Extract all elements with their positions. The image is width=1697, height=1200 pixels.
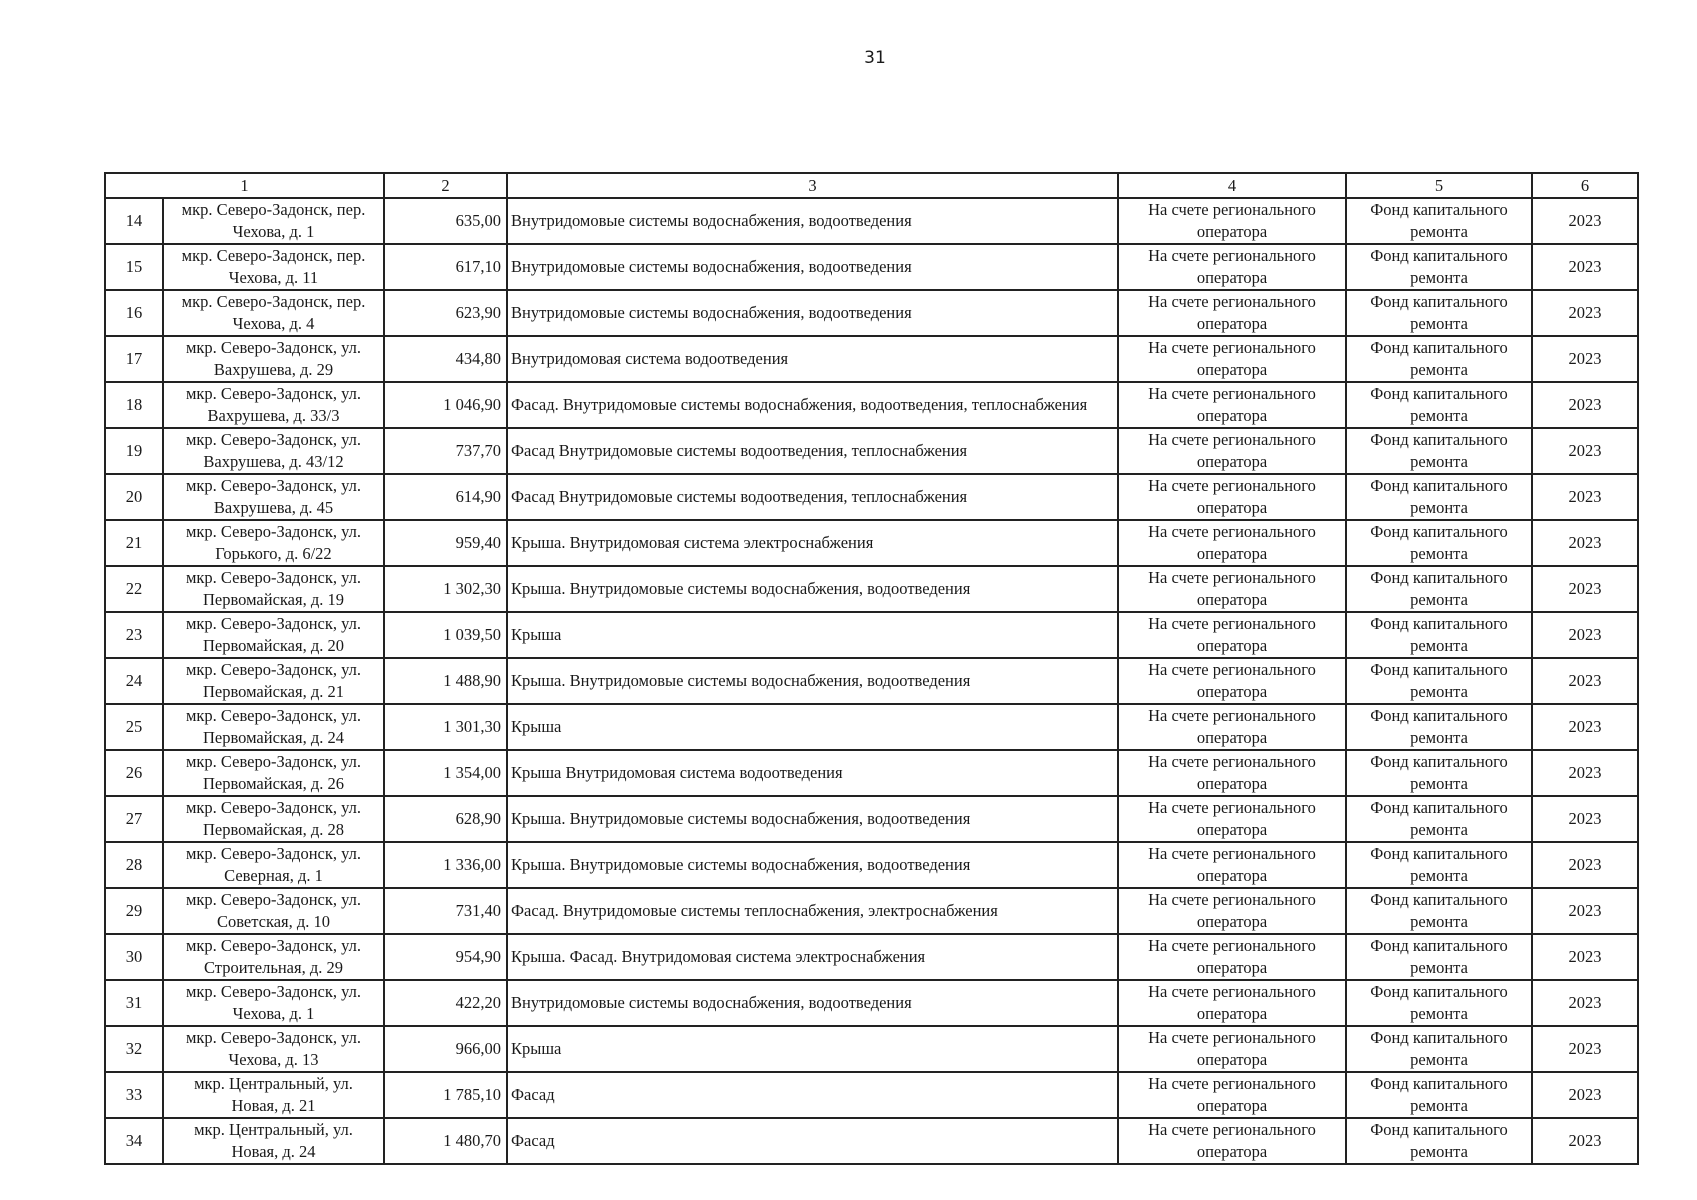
row-number: 30 <box>105 934 163 980</box>
row-number: 17 <box>105 336 163 382</box>
row-number: 28 <box>105 842 163 888</box>
table-row <box>105 1026 1638 1072</box>
header-row <box>105 173 1638 198</box>
table-row <box>105 244 1638 290</box>
header-col-4: 4 <box>1118 173 1346 198</box>
header-col-2: 2 <box>384 173 507 198</box>
table-row <box>105 704 1638 750</box>
area-cell: 614,90 <box>384 474 507 520</box>
works-cell: Крыша <box>507 612 1118 658</box>
method-cell: На счете регионального оператора <box>1118 612 1346 658</box>
year-cell: 2023 <box>1532 474 1638 520</box>
works-cell: Внутридомовые системы водоснабжения, водоотведения <box>507 980 1118 1026</box>
area-cell: 1 046,90 <box>384 382 507 428</box>
area-cell: 966,00 <box>384 1026 507 1072</box>
address-cell: мкр. Центральный, ул. Новая, д. 21 <box>163 1072 384 1118</box>
row-number: 19 <box>105 428 163 474</box>
year-cell: 2023 <box>1532 198 1638 244</box>
source-cell: Фонд капитального ремонта <box>1346 290 1532 336</box>
year-cell: 2023 <box>1532 520 1638 566</box>
header-col-5: 5 <box>1346 173 1532 198</box>
address-cell: мкр. Северо-Задонск, ул. Первомайская, д. 24 <box>163 704 384 750</box>
method-cell: На счете регионального оператора <box>1118 1118 1346 1164</box>
area-cell: 617,10 <box>384 244 507 290</box>
table-row <box>105 980 1638 1026</box>
year-cell: 2023 <box>1532 934 1638 980</box>
page-number: 31 <box>864 48 886 68</box>
works-cell: Внутридомовые системы водоснабжения, водоотведения <box>507 290 1118 336</box>
source-cell: Фонд капитального ремонта <box>1346 428 1532 474</box>
works-cell: Фасад <box>507 1118 1118 1164</box>
table-row <box>105 382 1638 428</box>
area-cell: 959,40 <box>384 520 507 566</box>
address-cell: мкр. Северо-Задонск, пер. Чехова, д. 4 <box>163 290 384 336</box>
row-number: 32 <box>105 1026 163 1072</box>
source-cell: Фонд капитального ремонта <box>1346 888 1532 934</box>
address-cell: мкр. Центральный, ул. Новая, д. 24 <box>163 1118 384 1164</box>
row-number: 23 <box>105 612 163 658</box>
source-cell: Фонд капитального ремонта <box>1346 382 1532 428</box>
area-cell: 628,90 <box>384 796 507 842</box>
source-cell: Фонд капитального ремонта <box>1346 1118 1532 1164</box>
source-cell: Фонд капитального ремонта <box>1346 244 1532 290</box>
area-cell: 1 785,10 <box>384 1072 507 1118</box>
table-row <box>105 658 1638 704</box>
address-cell: мкр. Северо-Задонск, ул. Вахрушева, д. 29 <box>163 336 384 382</box>
year-cell: 2023 <box>1532 980 1638 1026</box>
method-cell: На счете регионального оператора <box>1118 658 1346 704</box>
row-number: 22 <box>105 566 163 612</box>
table-row <box>105 750 1638 796</box>
address-cell: мкр. Северо-Задонск, ул. Первомайская, д. 21 <box>163 658 384 704</box>
source-cell: Фонд капитального ремонта <box>1346 980 1532 1026</box>
year-cell: 2023 <box>1532 1026 1638 1072</box>
method-cell: На счете регионального оператора <box>1118 934 1346 980</box>
year-cell: 2023 <box>1532 244 1638 290</box>
works-cell: Фасад Внутридомовые системы водоотведения, теплоснабжения <box>507 428 1118 474</box>
year-cell: 2023 <box>1532 796 1638 842</box>
source-cell: Фонд капитального ремонта <box>1346 750 1532 796</box>
table-header <box>105 173 1638 198</box>
row-number: 21 <box>105 520 163 566</box>
year-cell: 2023 <box>1532 704 1638 750</box>
table-row <box>105 842 1638 888</box>
row-number: 20 <box>105 474 163 520</box>
area-cell: 1 488,90 <box>384 658 507 704</box>
year-cell: 2023 <box>1532 750 1638 796</box>
works-cell: Крыша <box>507 1026 1118 1072</box>
year-cell: 2023 <box>1532 842 1638 888</box>
method-cell: На счете регионального оператора <box>1118 566 1346 612</box>
row-number: 18 <box>105 382 163 428</box>
area-cell: 1 336,00 <box>384 842 507 888</box>
source-cell: Фонд капитального ремонта <box>1346 198 1532 244</box>
source-cell: Фонд капитального ремонта <box>1346 520 1532 566</box>
table-row <box>105 566 1638 612</box>
method-cell: На счете регионального оператора <box>1118 980 1346 1026</box>
source-cell: Фонд капитального ремонта <box>1346 1072 1532 1118</box>
area-cell: 422,20 <box>384 980 507 1026</box>
address-cell: мкр. Северо-Задонск, ул. Вахрушева, д. 45 <box>163 474 384 520</box>
source-cell: Фонд капитального ремонта <box>1346 658 1532 704</box>
row-number: 26 <box>105 750 163 796</box>
row-number: 31 <box>105 980 163 1026</box>
works-cell: Внутридомовые системы водоснабжения, водоотведения <box>507 244 1118 290</box>
area-cell: 635,00 <box>384 198 507 244</box>
row-number: 15 <box>105 244 163 290</box>
area-cell: 1 301,30 <box>384 704 507 750</box>
method-cell: На счете регионального оператора <box>1118 888 1346 934</box>
year-cell: 2023 <box>1532 1118 1638 1164</box>
address-cell: мкр. Северо-Задонск, ул. Чехова, д. 1 <box>163 980 384 1026</box>
address-cell: мкр. Северо-Задонск, ул. Первомайская, д. 26 <box>163 750 384 796</box>
method-cell: На счете регионального оператора <box>1118 1072 1346 1118</box>
year-cell: 2023 <box>1532 888 1638 934</box>
area-cell: 954,90 <box>384 934 507 980</box>
address-cell: мкр. Северо-Задонск, ул. Первомайская, д. 20 <box>163 612 384 658</box>
source-cell: Фонд капитального ремонта <box>1346 1026 1532 1072</box>
works-cell: Фасад <box>507 1072 1118 1118</box>
method-cell: На счете регионального оператора <box>1118 796 1346 842</box>
source-cell: Фонд капитального ремонта <box>1346 336 1532 382</box>
area-cell: 731,40 <box>384 888 507 934</box>
works-cell: Крыша. Внутридомовые системы водоснабжения, водоотведения <box>507 796 1118 842</box>
table-row <box>105 1072 1638 1118</box>
table-row <box>105 888 1638 934</box>
year-cell: 2023 <box>1532 428 1638 474</box>
method-cell: На счете регионального оператора <box>1118 750 1346 796</box>
source-cell: Фонд капитального ремонта <box>1346 796 1532 842</box>
address-cell: мкр. Северо-Задонск, ул. Чехова, д. 13 <box>163 1026 384 1072</box>
source-cell: Фонд капитального ремонта <box>1346 474 1532 520</box>
works-cell: Фасад. Внутридомовые системы водоснабжения, водоотведения, теплоснабжения <box>507 382 1118 428</box>
source-cell: Фонд капитального ремонта <box>1346 566 1532 612</box>
method-cell: На счете регионального оператора <box>1118 382 1346 428</box>
address-cell: мкр. Северо-Задонск, ул. Северная, д. 1 <box>163 842 384 888</box>
works-cell: Фасад Внутридомовые системы водоотведения, теплоснабжения <box>507 474 1118 520</box>
row-number: 33 <box>105 1072 163 1118</box>
method-cell: На счете регионального оператора <box>1118 704 1346 750</box>
method-cell: На счете регионального оператора <box>1118 244 1346 290</box>
table-row <box>105 796 1638 842</box>
header-col-3: 3 <box>507 173 1118 198</box>
row-number: 16 <box>105 290 163 336</box>
works-cell: Крыша. Внутридомовая система электроснабжения <box>507 520 1118 566</box>
source-cell: Фонд капитального ремонта <box>1346 842 1532 888</box>
header-col-6: 6 <box>1532 173 1638 198</box>
year-cell: 2023 <box>1532 336 1638 382</box>
capital-repair-table <box>104 172 1639 1165</box>
method-cell: На счете регионального оператора <box>1118 842 1346 888</box>
year-cell: 2023 <box>1532 612 1638 658</box>
source-cell: Фонд капитального ремонта <box>1346 704 1532 750</box>
method-cell: На счете регионального оператора <box>1118 290 1346 336</box>
year-cell: 2023 <box>1532 566 1638 612</box>
area-cell: 434,80 <box>384 336 507 382</box>
row-number: 24 <box>105 658 163 704</box>
address-cell: мкр. Северо-Задонск, ул. Строительная, д. 29 <box>163 934 384 980</box>
address-cell: мкр. Северо-Задонск, пер. Чехова, д. 1 <box>163 198 384 244</box>
header-col-1: 1 <box>105 173 384 198</box>
table-body <box>105 198 1638 1164</box>
area-cell: 1 354,00 <box>384 750 507 796</box>
works-cell: Крыша <box>507 704 1118 750</box>
table-row <box>105 520 1638 566</box>
year-cell: 2023 <box>1532 382 1638 428</box>
source-cell: Фонд капитального ремонта <box>1346 612 1532 658</box>
address-cell: мкр. Северо-Задонск, пер. Чехова, д. 11 <box>163 244 384 290</box>
table-row <box>105 336 1638 382</box>
address-cell: мкр. Северо-Задонск, ул. Советская, д. 10 <box>163 888 384 934</box>
works-cell: Крыша. Внутридомовые системы водоснабжения, водоотведения <box>507 566 1118 612</box>
works-cell: Внутридомовые системы водоснабжения, водоотведения <box>507 198 1118 244</box>
year-cell: 2023 <box>1532 290 1638 336</box>
method-cell: На счете регионального оператора <box>1118 198 1346 244</box>
row-number: 34 <box>105 1118 163 1164</box>
year-cell: 2023 <box>1532 1072 1638 1118</box>
table-row <box>105 474 1638 520</box>
area-cell: 1 039,50 <box>384 612 507 658</box>
address-cell: мкр. Северо-Задонск, ул. Горького, д. 6/22 <box>163 520 384 566</box>
area-cell: 623,90 <box>384 290 507 336</box>
address-cell: мкр. Северо-Задонск, ул. Первомайская, д. 19 <box>163 566 384 612</box>
table-row <box>105 290 1638 336</box>
table-row <box>105 612 1638 658</box>
method-cell: На счете регионального оператора <box>1118 1026 1346 1072</box>
table-row <box>105 934 1638 980</box>
address-cell: мкр. Северо-Задонск, ул. Первомайская, д. 28 <box>163 796 384 842</box>
year-cell: 2023 <box>1532 658 1638 704</box>
area-cell: 1 480,70 <box>384 1118 507 1164</box>
method-cell: На счете регионального оператора <box>1118 336 1346 382</box>
method-cell: На счете регионального оператора <box>1118 520 1346 566</box>
method-cell: На счете регионального оператора <box>1118 474 1346 520</box>
address-cell: мкр. Северо-Задонск, ул. Вахрушева, д. 43/12 <box>163 428 384 474</box>
works-cell: Внутридомовая система водоотведения <box>507 336 1118 382</box>
works-cell: Крыша. Фасад. Внутридомовая система электроснабжения <box>507 934 1118 980</box>
source-cell: Фонд капитального ремонта <box>1346 934 1532 980</box>
row-number: 27 <box>105 796 163 842</box>
area-cell: 737,70 <box>384 428 507 474</box>
works-cell: Крыша. Внутридомовые системы водоснабжения, водоотведения <box>507 658 1118 704</box>
row-number: 25 <box>105 704 163 750</box>
works-cell: Фасад. Внутридомовые системы теплоснабжения, электроснабжения <box>507 888 1118 934</box>
works-cell: Крыша. Внутридомовые системы водоснабжения, водоотведения <box>507 842 1118 888</box>
method-cell: На счете регионального оператора <box>1118 428 1346 474</box>
table-row <box>105 428 1638 474</box>
row-number: 29 <box>105 888 163 934</box>
works-cell: Крыша Внутридомовая система водоотведения <box>507 750 1118 796</box>
table-row <box>105 1118 1638 1164</box>
table-row <box>105 198 1638 244</box>
row-number: 14 <box>105 198 163 244</box>
area-cell: 1 302,30 <box>384 566 507 612</box>
address-cell: мкр. Северо-Задонск, ул. Вахрушева, д. 33/3 <box>163 382 384 428</box>
